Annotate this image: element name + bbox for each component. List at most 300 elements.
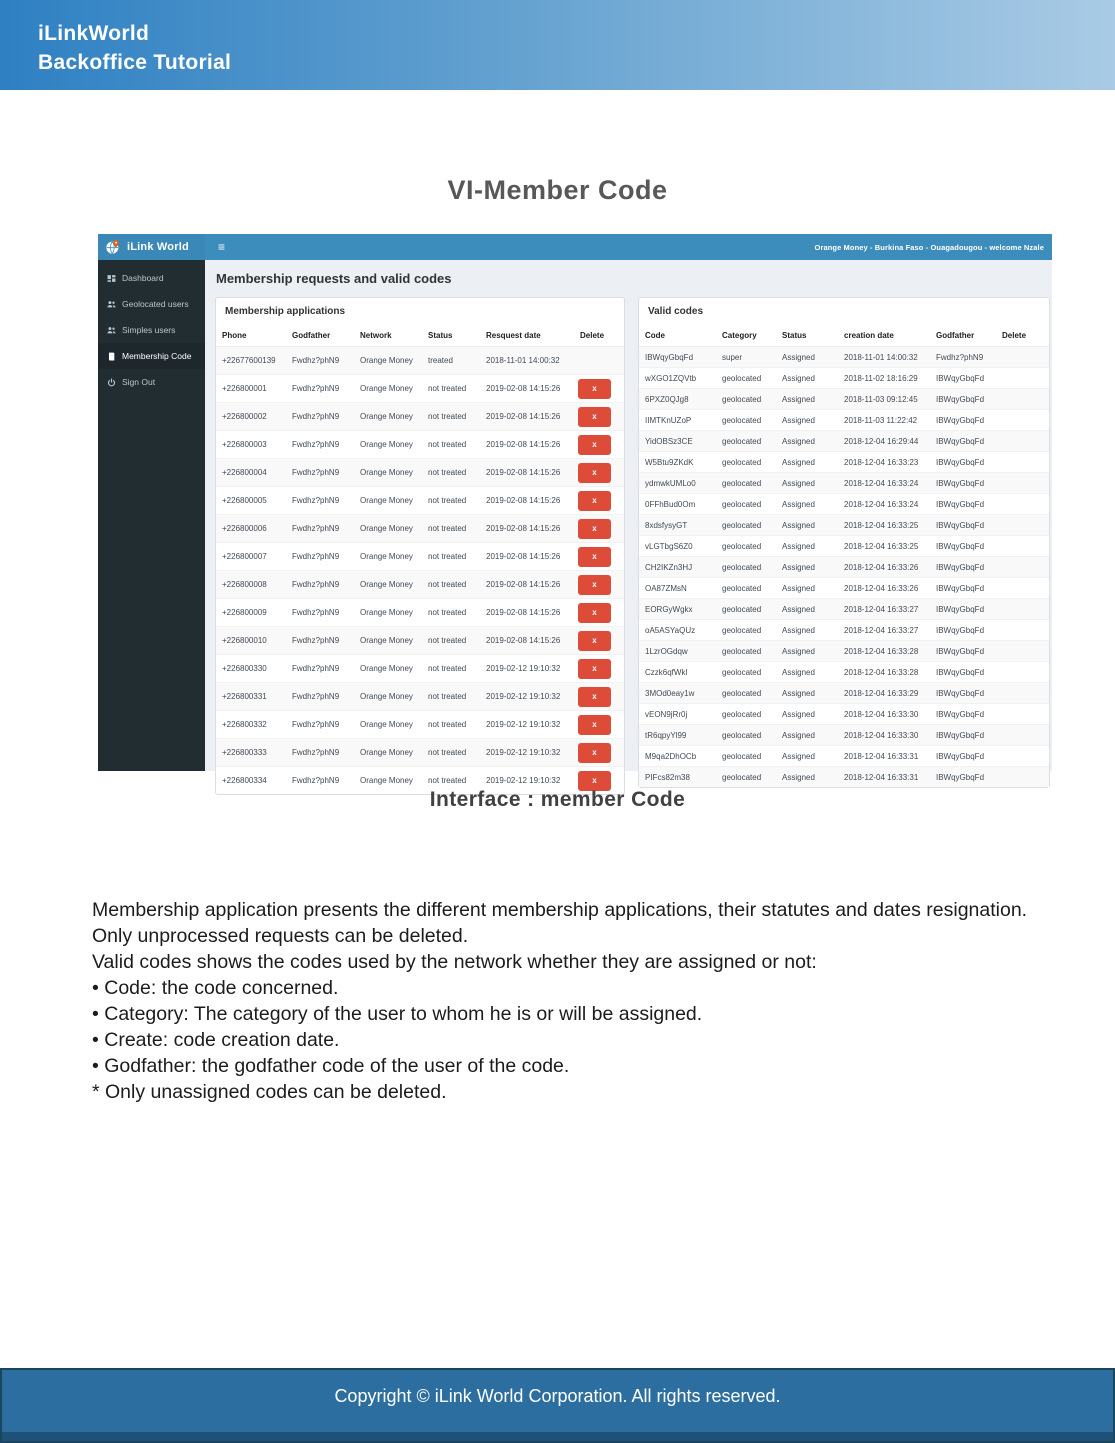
godfather-cell: Fwdhz?phN9 bbox=[292, 720, 340, 729]
column-header: Network bbox=[354, 325, 422, 347]
request-date-cell: 2019-02-12 19:10:32 bbox=[486, 748, 561, 757]
users-icon bbox=[107, 300, 116, 309]
request-date-cell: 2019-02-08 14:15:26 bbox=[486, 384, 561, 393]
godfather-cell: Fwdhz?phN9 bbox=[292, 384, 340, 393]
code-cell: vLGTbgS6Z0 bbox=[645, 541, 693, 551]
network-cell: Orange Money bbox=[360, 664, 413, 673]
creation-date-cell: 2018-12-04 16:33:26 bbox=[844, 562, 919, 572]
request-date-cell: 2019-02-08 14:15:26 bbox=[486, 608, 561, 617]
godfather-cell: IBWqyGbqFd bbox=[936, 583, 985, 593]
delete-cell bbox=[996, 368, 1049, 389]
sidebar-item-label: Sign Out bbox=[122, 377, 156, 387]
delete-cell bbox=[996, 599, 1049, 620]
content-title: Membership requests and valid codes bbox=[216, 271, 452, 286]
delete-cell bbox=[574, 431, 624, 459]
page-title: VI-Member Code bbox=[447, 175, 668, 205]
app-content bbox=[205, 260, 1052, 785]
code-row bbox=[639, 368, 1049, 389]
delete-cell bbox=[996, 536, 1049, 557]
category-cell: geolocated bbox=[722, 520, 762, 530]
applications-table-body bbox=[216, 347, 624, 795]
delete-cell bbox=[996, 662, 1049, 683]
delete-button[interactable]: x bbox=[578, 491, 611, 511]
power-icon bbox=[107, 378, 116, 387]
delete-cell bbox=[996, 641, 1049, 662]
godfather-cell: IBWqyGbqFd bbox=[936, 772, 985, 782]
creation-date-cell: 2018-12-04 16:33:29 bbox=[844, 688, 919, 698]
code-row bbox=[639, 704, 1049, 725]
delete-cell bbox=[996, 389, 1049, 410]
delete-cell bbox=[996, 494, 1049, 515]
category-cell: geolocated bbox=[722, 625, 762, 635]
code-cell: OA87ZMsN bbox=[645, 583, 687, 593]
delete-cell bbox=[996, 347, 1049, 368]
delete-button[interactable]: x bbox=[578, 659, 611, 679]
code-cell: IBWqyGbqFd bbox=[645, 352, 694, 362]
code-cell: IIMTKnUZoP bbox=[645, 415, 692, 425]
globe-pin-logo-icon bbox=[105, 239, 121, 255]
phone-cell: +226800008 bbox=[222, 580, 267, 589]
godfather-cell: IBWqyGbqFd bbox=[936, 499, 985, 509]
status-cell: not treated bbox=[428, 776, 467, 785]
category-cell: geolocated bbox=[722, 730, 762, 740]
applications-panel-title: Membership applications bbox=[225, 306, 346, 317]
category-cell: geolocated bbox=[722, 478, 762, 488]
delete-button[interactable]: x bbox=[578, 379, 611, 399]
application-row bbox=[216, 515, 624, 543]
request-date-cell: 2019-02-12 19:10:32 bbox=[486, 692, 561, 701]
sidebar-item-label: Dashboard bbox=[122, 273, 164, 283]
delete-button[interactable]: x bbox=[578, 519, 611, 539]
creation-date-cell: 2018-12-04 16:33:30 bbox=[844, 730, 919, 740]
application-row bbox=[216, 403, 624, 431]
delete-button[interactable]: x bbox=[578, 631, 611, 651]
request-date-cell: 2019-02-12 19:10:32 bbox=[486, 720, 561, 729]
delete-button[interactable]: x bbox=[578, 771, 611, 791]
network-cell: Orange Money bbox=[360, 496, 413, 505]
godfather-cell: Fwdhz?phN9 bbox=[292, 468, 340, 477]
request-date-cell: 2019-02-08 14:15:26 bbox=[486, 580, 561, 589]
app-screenshot bbox=[98, 234, 1052, 785]
category-cell: geolocated bbox=[722, 562, 762, 572]
godfather-cell: IBWqyGbqFd bbox=[936, 478, 985, 488]
godfather-cell: IBWqyGbqFd bbox=[936, 457, 985, 467]
application-row bbox=[216, 683, 624, 711]
request-date-cell: 2019-02-08 14:15:26 bbox=[486, 496, 561, 505]
delete-cell bbox=[574, 711, 624, 739]
status-cell: Assigned bbox=[782, 352, 815, 362]
code-cell: 0FFhBud0Om bbox=[645, 499, 696, 509]
delete-cell bbox=[574, 347, 624, 375]
category-cell: geolocated bbox=[722, 751, 762, 761]
godfather-cell: IBWqyGbqFd bbox=[936, 730, 985, 740]
creation-date-cell: 2018-12-04 16:33:31 bbox=[844, 772, 919, 782]
delete-button[interactable]: x bbox=[578, 407, 611, 427]
godfather-cell: IBWqyGbqFd bbox=[936, 688, 985, 698]
phone-cell: +226800005 bbox=[222, 496, 267, 505]
application-row bbox=[216, 571, 624, 599]
godfather-cell: IBWqyGbqFd bbox=[936, 436, 985, 446]
code-row bbox=[639, 431, 1049, 452]
column-header: Delete bbox=[574, 325, 624, 347]
application-row bbox=[216, 431, 624, 459]
category-cell: geolocated bbox=[722, 772, 762, 782]
paragraph: • Code: the code concerned. bbox=[92, 977, 339, 999]
document-header bbox=[0, 0, 1115, 90]
network-cell: Orange Money bbox=[360, 412, 413, 421]
godfather-cell: Fwdhz?phN9 bbox=[292, 412, 340, 421]
valid-codes-panel bbox=[638, 297, 1050, 788]
network-cell: Orange Money bbox=[360, 440, 413, 449]
code-row bbox=[639, 452, 1049, 473]
app-brand: iLink World bbox=[127, 241, 189, 253]
paragraph: Valid codes shows the codes used by the network whether they are assigned or not: bbox=[92, 951, 817, 973]
network-cell: Orange Money bbox=[360, 748, 413, 757]
sidebar-item-dashboard[interactable] bbox=[98, 265, 205, 291]
delete-cell bbox=[996, 746, 1049, 767]
godfather-cell: Fwdhz?phN9 bbox=[292, 356, 340, 365]
godfather-cell: Fwdhz?phN9 bbox=[292, 608, 340, 617]
network-cell: Orange Money bbox=[360, 468, 413, 477]
code-row bbox=[639, 473, 1049, 494]
delete-button[interactable]: x bbox=[578, 687, 611, 707]
phone-cell: +22677600139 bbox=[222, 356, 276, 365]
code-cell: 6PXZ0QJg8 bbox=[645, 394, 689, 404]
creation-date-cell: 2018-12-04 16:33:23 bbox=[844, 457, 919, 467]
code-row bbox=[639, 641, 1049, 662]
code-row bbox=[639, 389, 1049, 410]
godfather-cell: Fwdhz?phN9 bbox=[292, 552, 340, 561]
creation-date-cell: 2018-12-04 16:33:31 bbox=[844, 751, 919, 761]
network-cell: Orange Money bbox=[360, 356, 413, 365]
phone-cell: +226800334 bbox=[222, 776, 267, 785]
code-cell: 3MOd0eay1w bbox=[645, 688, 695, 698]
status-cell: not treated bbox=[428, 412, 467, 421]
creation-date-cell: 2018-12-04 16:33:24 bbox=[844, 478, 919, 488]
phone-cell: +226800009 bbox=[222, 608, 267, 617]
delete-button[interactable]: x bbox=[578, 743, 611, 763]
delete-cell bbox=[574, 487, 624, 515]
app-logo[interactable] bbox=[98, 234, 205, 260]
request-date-cell: 2019-02-08 14:15:26 bbox=[486, 636, 561, 645]
delete-cell bbox=[574, 403, 624, 431]
godfather-cell: IBWqyGbqFd bbox=[936, 541, 985, 551]
category-cell: geolocated bbox=[722, 709, 762, 719]
delete-button[interactable]: x bbox=[578, 463, 611, 483]
code-row bbox=[639, 767, 1049, 788]
delete-button[interactable]: x bbox=[578, 435, 611, 455]
godfather-cell: IBWqyGbqFd bbox=[936, 415, 985, 425]
godfather-cell: Fwdhz?phN9 bbox=[292, 440, 340, 449]
status-cell: not treated bbox=[428, 692, 467, 701]
status-cell: not treated bbox=[428, 440, 467, 449]
status-cell: Assigned bbox=[782, 751, 815, 761]
delete-cell bbox=[996, 557, 1049, 578]
sidebar-item-sign-out[interactable] bbox=[98, 369, 205, 395]
delete-cell bbox=[574, 571, 624, 599]
column-header: Godfather bbox=[930, 325, 996, 347]
status-cell: Assigned bbox=[782, 478, 815, 488]
category-cell: geolocated bbox=[722, 646, 762, 656]
figure-caption: Interface : member Code bbox=[429, 788, 686, 811]
phone-cell: +226800003 bbox=[222, 440, 267, 449]
delete-cell bbox=[574, 459, 624, 487]
network-cell: Orange Money bbox=[360, 552, 413, 561]
phone-cell: +226800330 bbox=[222, 664, 267, 673]
code-row bbox=[639, 536, 1049, 557]
application-row bbox=[216, 543, 624, 571]
creation-date-cell: 2018-12-04 16:33:27 bbox=[844, 625, 919, 635]
godfather-cell: Fwdhz?phN9 bbox=[292, 496, 340, 505]
godfather-cell: IBWqyGbqFd bbox=[936, 394, 985, 404]
godfather-cell: IBWqyGbqFd bbox=[936, 751, 985, 761]
creation-date-cell: 2018-12-04 16:33:25 bbox=[844, 541, 919, 551]
paragraph: • Category: The category of the user to whom he is or will be assigned. bbox=[92, 1003, 703, 1025]
applications-table bbox=[216, 325, 624, 794]
category-cell: geolocated bbox=[722, 436, 762, 446]
application-row bbox=[216, 487, 624, 515]
delete-cell bbox=[996, 515, 1049, 536]
code-row bbox=[639, 515, 1049, 536]
godfather-cell: IBWqyGbqFd bbox=[936, 373, 985, 383]
membership-applications-panel bbox=[215, 297, 625, 795]
book-icon bbox=[107, 352, 116, 361]
status-cell: not treated bbox=[428, 608, 467, 617]
status-cell: Assigned bbox=[782, 373, 815, 383]
category-cell: geolocated bbox=[722, 373, 762, 383]
code-row bbox=[639, 746, 1049, 767]
delete-cell bbox=[574, 543, 624, 571]
code-cell: wXGO1ZQVtb bbox=[645, 373, 697, 383]
godfather-cell: Fwdhz?phN9 bbox=[292, 524, 340, 533]
category-cell: geolocated bbox=[722, 667, 762, 677]
delete-cell bbox=[996, 431, 1049, 452]
delete-cell bbox=[996, 704, 1049, 725]
application-row bbox=[216, 739, 624, 767]
request-date-cell: 2019-02-08 14:15:26 bbox=[486, 524, 561, 533]
status-cell: not treated bbox=[428, 384, 467, 393]
status-cell: not treated bbox=[428, 580, 467, 589]
delete-cell bbox=[996, 473, 1049, 494]
sidebar-item-geolocated-users[interactable] bbox=[98, 291, 205, 317]
code-cell: tR6qpyYl99 bbox=[645, 730, 687, 740]
network-cell: Orange Money bbox=[360, 636, 413, 645]
creation-date-cell: 2018-12-04 16:33:26 bbox=[844, 583, 919, 593]
status-cell: Assigned bbox=[782, 583, 815, 593]
sidebar-menu bbox=[98, 265, 205, 395]
phone-cell: +226800332 bbox=[222, 720, 267, 729]
category-cell: geolocated bbox=[722, 394, 762, 404]
status-cell: Assigned bbox=[782, 604, 815, 614]
applications-table-head-row bbox=[216, 325, 624, 347]
status-cell: not treated bbox=[428, 720, 467, 729]
topbar-user-info: Orange Money - Burkina Faso - Ouagadougou - welcome Nzale bbox=[814, 242, 1044, 252]
column-header: Phone bbox=[216, 325, 286, 347]
application-row bbox=[216, 655, 624, 683]
column-header: creation date bbox=[838, 325, 930, 347]
code-row bbox=[639, 578, 1049, 599]
godfather-cell: IBWqyGbqFd bbox=[936, 667, 985, 677]
application-row bbox=[216, 347, 624, 375]
sidebar-item-simples-users[interactable] bbox=[98, 317, 205, 343]
network-cell: Orange Money bbox=[360, 608, 413, 617]
column-header: Resquest date bbox=[480, 325, 574, 347]
code-row bbox=[639, 410, 1049, 431]
code-row bbox=[639, 557, 1049, 578]
status-cell: Assigned bbox=[782, 457, 815, 467]
application-row bbox=[216, 627, 624, 655]
godfather-cell: IBWqyGbqFd bbox=[936, 520, 985, 530]
request-date-cell: 2018-11-01 14:00:32 bbox=[486, 356, 560, 365]
category-cell: geolocated bbox=[722, 604, 762, 614]
status-cell: Assigned bbox=[782, 436, 815, 446]
request-date-cell: 2019-02-08 14:15:26 bbox=[486, 440, 561, 449]
status-cell: Assigned bbox=[782, 520, 815, 530]
document-footer bbox=[0, 1368, 1115, 1443]
status-cell: Assigned bbox=[782, 562, 815, 572]
delete-cell bbox=[574, 515, 624, 543]
delete-button[interactable]: x bbox=[578, 547, 611, 567]
delete-cell bbox=[574, 599, 624, 627]
network-cell: Orange Money bbox=[360, 692, 413, 701]
application-row bbox=[216, 711, 624, 739]
delete-cell bbox=[574, 739, 624, 767]
status-cell: Assigned bbox=[782, 709, 815, 719]
network-cell: Orange Money bbox=[360, 776, 413, 785]
network-cell: Orange Money bbox=[360, 580, 413, 589]
column-header: Code bbox=[639, 325, 716, 347]
status-cell: not treated bbox=[428, 524, 467, 533]
creation-date-cell: 2018-11-02 18:16:29 bbox=[844, 373, 918, 383]
creation-date-cell: 2018-12-04 16:29:44 bbox=[844, 436, 919, 446]
column-header: Status bbox=[776, 325, 838, 347]
phone-cell: +226800001 bbox=[222, 384, 267, 393]
status-cell: not treated bbox=[428, 552, 467, 561]
status-cell: Assigned bbox=[782, 688, 815, 698]
application-row bbox=[216, 459, 624, 487]
code-cell: M9qa2DhOCb bbox=[645, 751, 697, 761]
godfather-cell: Fwdhz?phN9 bbox=[292, 692, 340, 701]
delete-cell bbox=[574, 627, 624, 655]
request-date-cell: 2019-02-12 19:10:32 bbox=[486, 664, 561, 673]
status-cell: Assigned bbox=[782, 730, 815, 740]
creation-date-cell: 2018-11-03 11:22:42 bbox=[844, 415, 918, 425]
creation-date-cell: 2018-12-04 16:33:25 bbox=[844, 520, 919, 530]
sidebar-item-label: Simples users bbox=[122, 325, 176, 335]
code-cell: YidOBSz3CE bbox=[645, 436, 693, 446]
delete-cell bbox=[996, 620, 1049, 641]
code-row bbox=[639, 683, 1049, 704]
category-cell: geolocated bbox=[722, 457, 762, 467]
phone-cell: +226800006 bbox=[222, 524, 267, 533]
godfather-cell: IBWqyGbqFd bbox=[936, 709, 985, 719]
status-cell: not treated bbox=[428, 468, 467, 477]
code-row bbox=[639, 347, 1049, 368]
body-text bbox=[92, 897, 1042, 1105]
sidebar-item-label: Geolocated users bbox=[122, 299, 189, 309]
delete-cell bbox=[574, 375, 624, 403]
phone-cell: +226800333 bbox=[222, 748, 267, 757]
status-cell: Assigned bbox=[782, 625, 815, 635]
paragraph: • Godfather: the godfather code of the user of the code. bbox=[92, 1055, 570, 1077]
code-row bbox=[639, 662, 1049, 683]
network-cell: Orange Money bbox=[360, 384, 413, 393]
code-cell: W5Btu9ZKdK bbox=[645, 457, 694, 467]
delete-cell bbox=[574, 683, 624, 711]
status-cell: Assigned bbox=[782, 499, 815, 509]
dashboard-icon bbox=[107, 274, 116, 283]
phone-cell: +226800331 bbox=[222, 692, 267, 701]
menu-toggle-icon[interactable]: ≡ bbox=[218, 240, 226, 254]
codes-panel-title: Valid codes bbox=[648, 306, 704, 317]
paragraph: • Create: code creation date. bbox=[92, 1029, 340, 1051]
delete-cell bbox=[996, 410, 1049, 431]
application-row bbox=[216, 375, 624, 403]
codes-table-body bbox=[639, 347, 1049, 788]
codes-table bbox=[639, 325, 1049, 787]
delete-button[interactable]: x bbox=[578, 715, 611, 735]
godfather-cell: Fwdhz?phN9 bbox=[292, 636, 340, 645]
sidebar-item-label: Membership Code bbox=[122, 351, 192, 361]
code-cell: EORGyWgkx bbox=[645, 604, 693, 614]
creation-date-cell: 2018-12-04 16:33:28 bbox=[844, 646, 919, 656]
godfather-cell: Fwdhz?phN9 bbox=[292, 748, 340, 757]
code-row bbox=[639, 725, 1049, 746]
godfather-cell: Fwdhz?phN9 bbox=[292, 580, 340, 589]
creation-date-cell: 2018-11-03 09:12:45 bbox=[844, 394, 918, 404]
network-cell: Orange Money bbox=[360, 720, 413, 729]
godfather-cell: IBWqyGbqFd bbox=[936, 646, 985, 656]
request-date-cell: 2019-02-08 14:15:26 bbox=[486, 552, 561, 561]
code-cell: CH2IKZn3HJ bbox=[645, 562, 693, 572]
sidebar-item-membership-code[interactable] bbox=[98, 343, 205, 369]
delete-cell bbox=[996, 683, 1049, 704]
footer-text: Copyright © iLink World Corporation. All rights reserved. bbox=[334, 1386, 781, 1406]
column-header: Category bbox=[716, 325, 776, 347]
status-cell: Assigned bbox=[782, 667, 815, 677]
status-cell: Assigned bbox=[782, 541, 815, 551]
column-header: Status bbox=[422, 325, 480, 347]
godfather-cell: IBWqyGbqFd bbox=[936, 562, 985, 572]
application-row bbox=[216, 599, 624, 627]
status-cell: Assigned bbox=[782, 772, 815, 782]
status-cell: Assigned bbox=[782, 646, 815, 656]
creation-date-cell: 2018-12-04 16:33:30 bbox=[844, 709, 919, 719]
category-cell: geolocated bbox=[722, 499, 762, 509]
creation-date-cell: 2018-11-01 14:00:32 bbox=[844, 352, 918, 362]
header-line-1: iLinkWorld bbox=[38, 22, 150, 45]
delete-cell bbox=[996, 578, 1049, 599]
delete-cell bbox=[996, 452, 1049, 473]
delete-button[interactable]: x bbox=[578, 575, 611, 595]
request-date-cell: 2019-02-08 14:15:26 bbox=[486, 468, 561, 477]
code-cell: oA5ASYaQUz bbox=[645, 625, 696, 635]
codes-table-head-row bbox=[639, 325, 1049, 347]
delete-cell bbox=[996, 725, 1049, 746]
godfather-cell: IBWqyGbqFd bbox=[936, 604, 985, 614]
status-cell: Assigned bbox=[782, 394, 815, 404]
category-cell: geolocated bbox=[722, 688, 762, 698]
column-header: Godfather bbox=[286, 325, 354, 347]
godfather-cell: Fwdhz?phN9 bbox=[936, 352, 984, 362]
app-navbar bbox=[98, 234, 1052, 260]
code-row bbox=[639, 620, 1049, 641]
delete-button[interactable]: x bbox=[578, 603, 611, 623]
header-line-2: Backoffice Tutorial bbox=[38, 51, 232, 74]
creation-date-cell: 2018-12-04 16:33:24 bbox=[844, 499, 919, 509]
category-cell: geolocated bbox=[722, 415, 762, 425]
paragraph: * Only unassigned codes can be deleted. bbox=[92, 1081, 447, 1103]
